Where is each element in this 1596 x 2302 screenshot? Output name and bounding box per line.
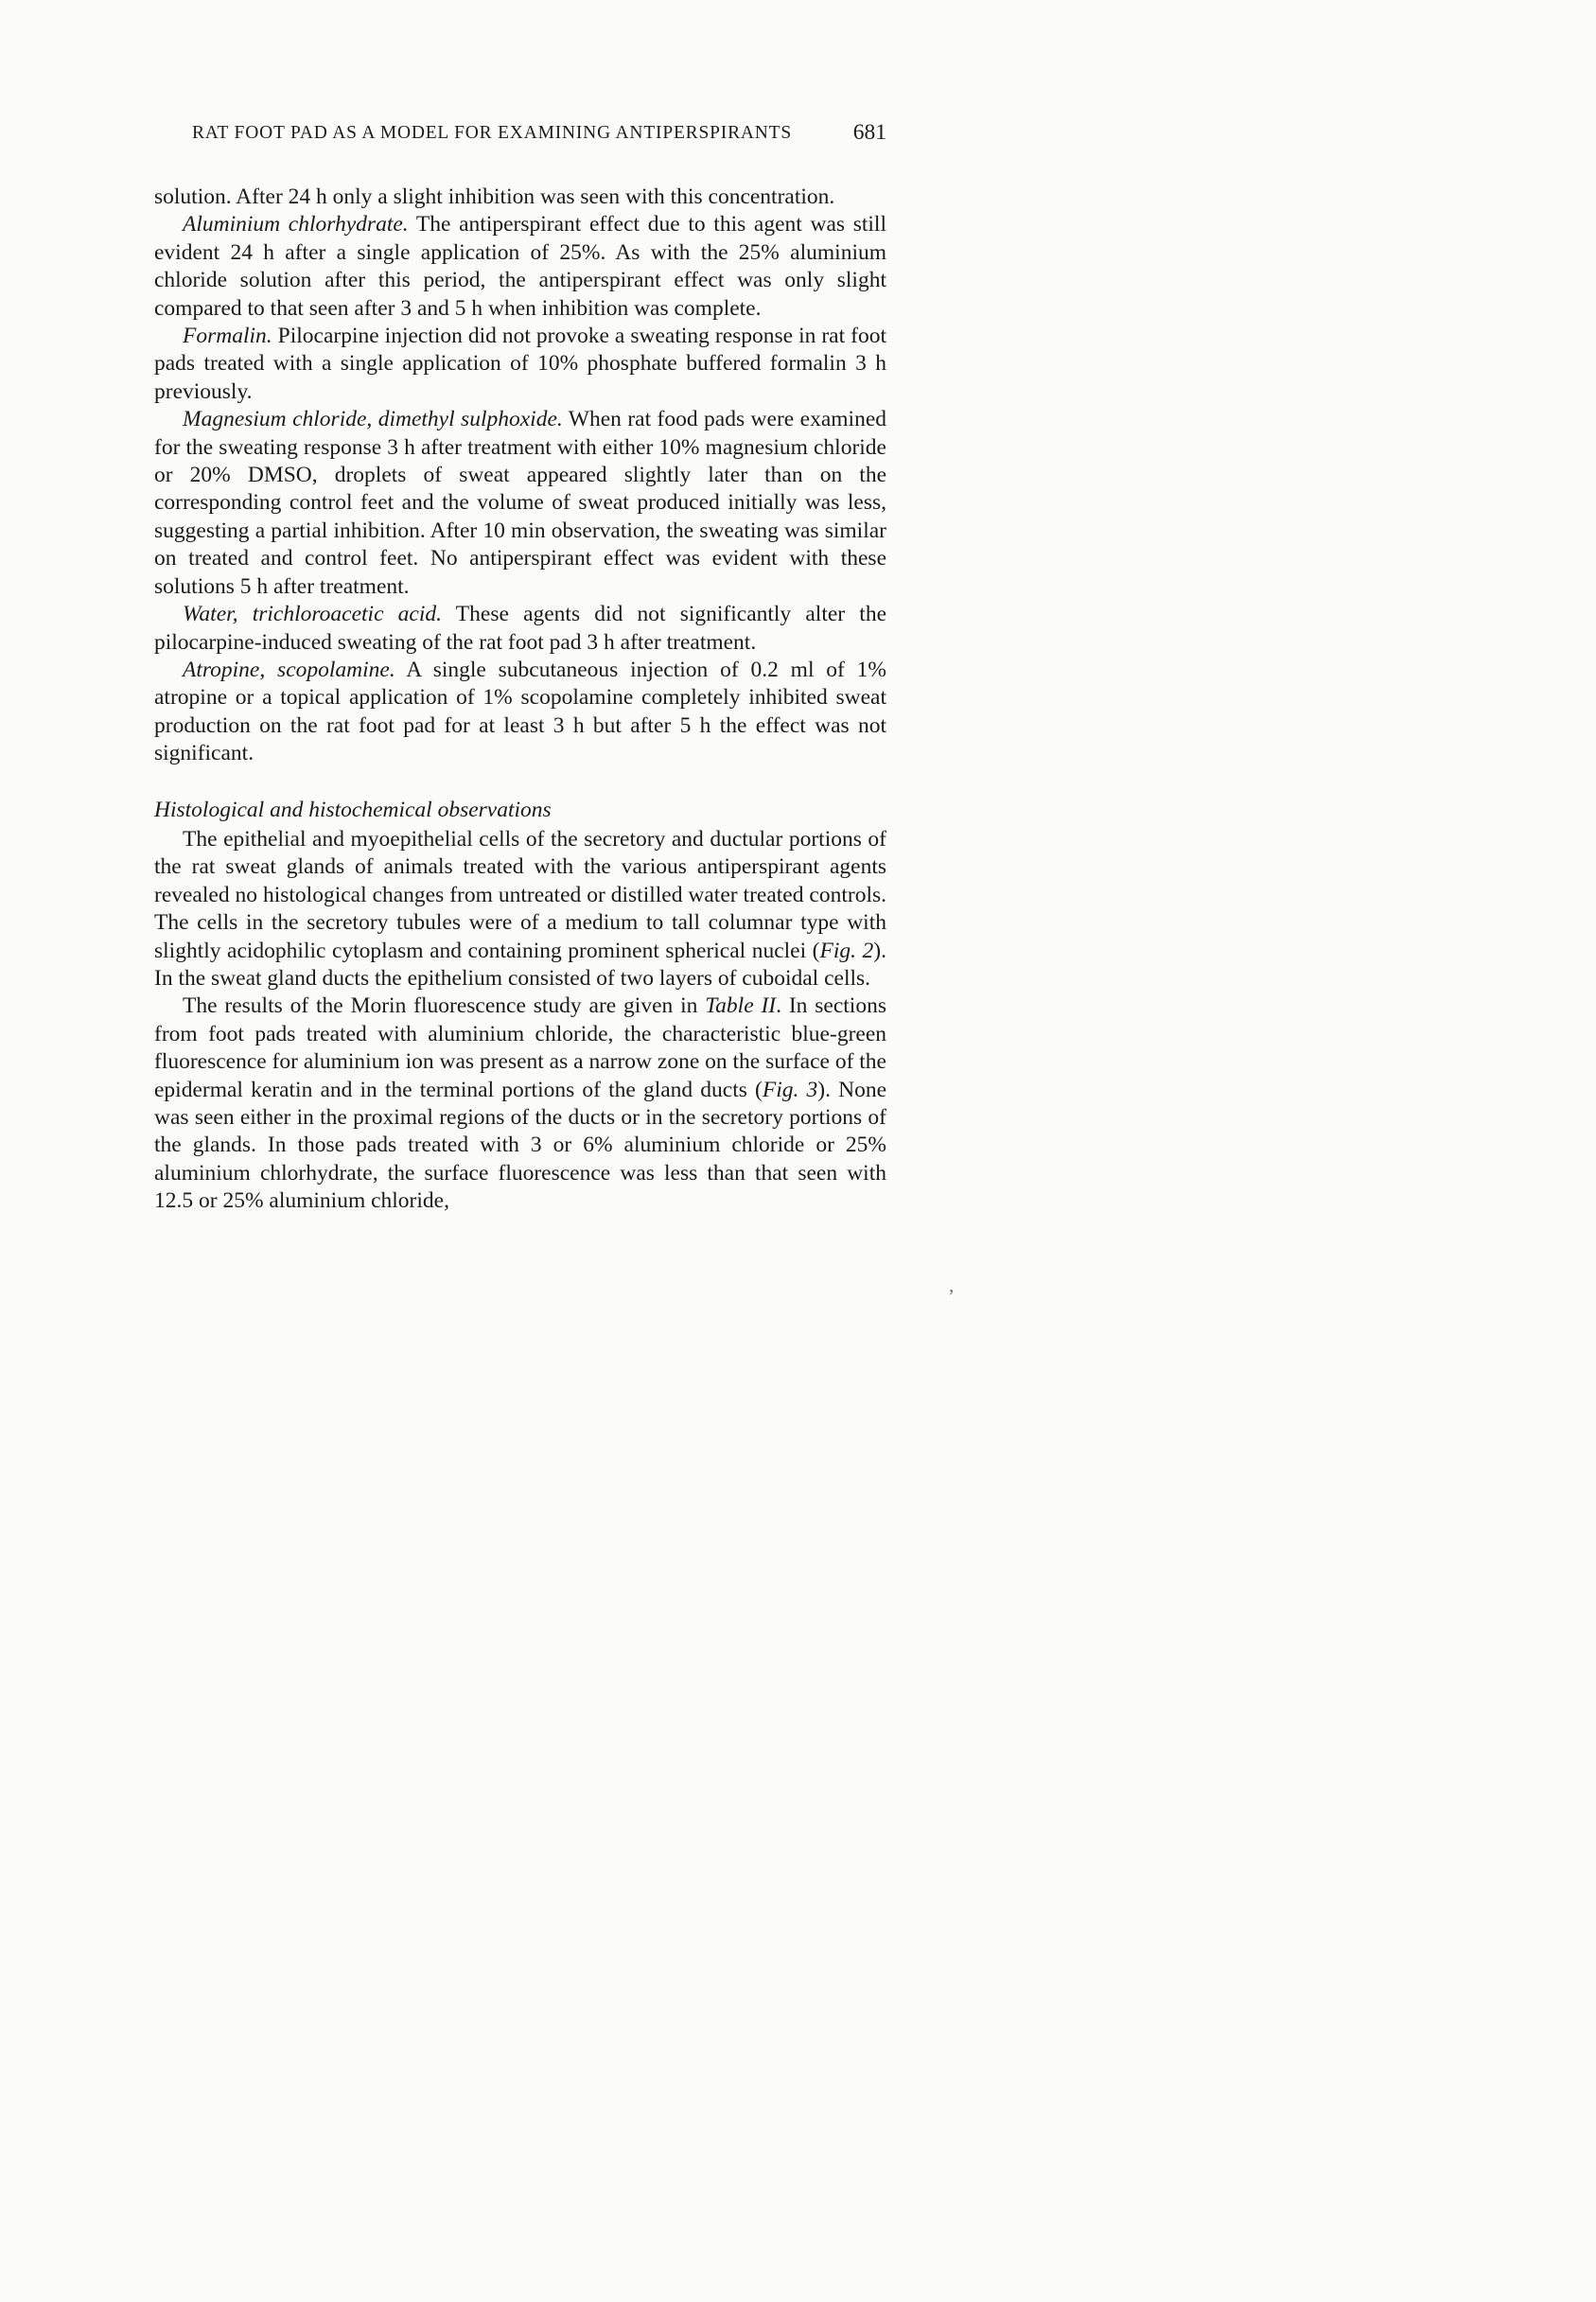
italic-text: Formalin. xyxy=(183,324,272,349)
paragraph xyxy=(154,993,886,1215)
section-heading: Histological and histochemical observations xyxy=(154,797,552,822)
paragraph xyxy=(154,826,886,993)
text-column xyxy=(154,120,887,1216)
italic-text: Water, trichloroacetic acid. xyxy=(183,602,443,627)
paragraph xyxy=(154,184,886,211)
running-head-title: RAT FOOT PAD AS A MODEL FOR EXAMINING ANTIPERSPIRANTS xyxy=(191,123,792,143)
scan-artifact: ’ xyxy=(948,1285,955,1308)
italic-text: Aluminium chlorhydrate. xyxy=(183,212,409,237)
body-text: . In sections from foot pads treated with aluminium chloride, the characteristic blue-green fluorescence for aluminium ion was present as a narrow zone on the surface of the epidermal keratin and in the terminal portions of the gland ducts ( xyxy=(154,993,886,1102)
body-text: solution. After 24 h only a slight inhibition was seen with this concentration. xyxy=(154,185,835,209)
body-text: The results of the Morin fluorescence study are given in xyxy=(183,993,706,1019)
italic-text: Table II xyxy=(705,993,777,1019)
running-head xyxy=(154,120,886,149)
paragraph xyxy=(154,211,886,323)
body-text: The antiperspirant effect due to this agent was still evident 24 h after a single application of 25%. As with the 25% aluminium chloride solution after this period, the antiperspirant effect was only slight compared to that seen after 3 and 5 h when inhibition was complete. xyxy=(154,212,886,321)
paragraph xyxy=(154,601,886,657)
paragraph xyxy=(154,657,886,768)
paragraph xyxy=(154,323,886,406)
italic-text: Fig. 2 xyxy=(819,938,874,963)
body-text: ). In the sweat gland ducts the epithelium consisted of two layers of cuboidal cells. xyxy=(154,938,886,991)
italic-text: Atropine, scopolamine. xyxy=(183,657,395,682)
body-text: Pilocarpine injection did not provoke a sweating response in rat foot pads treated with a single application of 10% phosphate buffered formalin 3 h previously. xyxy=(154,324,886,404)
page-number: 681 xyxy=(852,120,886,145)
italic-text: Fig. 3 xyxy=(762,1077,818,1102)
italic-text: Magnesium chloride, dimethyl sulphoxide. xyxy=(183,407,563,432)
body-text: When rat food pads were examined for the sweating response 3 h after treatment with either 10% magnesium chloride or 20% DMSO, droplets of sweat appeared slightly later than on the corresponding control feet and the volume of sweat produced initially was less, suggesting a partial inhibition. After 10 min observation, the sweating was similar on treated and control feet. No antiperspirant effect was evident with these solutions 5 h after treatment. xyxy=(154,407,886,599)
text-block xyxy=(154,184,886,1216)
body-text: ). None was seen either in the proximal regions of the ducts or in the secretory portions of the glands. In those pads treated with 3 or 6% aluminium chloride or 25% aluminium chlorhydrate, the surface fluorescence was less than that seen with 12.5 or 25% aluminium chloride, xyxy=(154,1077,887,1214)
body-text: A single subcutaneous injection of 0.2 ml of 1% atropine or a topical application of 1% scopolamine completely inhibited sweat production on the rat foot pad for at least 3 h but after 5 h the effect was not significant. xyxy=(154,657,886,766)
paragraph xyxy=(154,406,886,601)
body-text: The epithelial and myoepithelial cells of the secretory and ductular portions of the rat sweat glands of animals treated with the various antiperspirant agents revealed no histological changes from untreated or distilled water treated controls. The cells in the secretory tubules were of a medium to tall columnar type with slightly acidophilic cytoplasm and containing prominent spherical nuclei ( xyxy=(154,826,886,963)
body-text: These agents did not significantly alter the pilocarpine-induced sweating of the rat foot pad 3 h after treatment. xyxy=(154,602,886,655)
